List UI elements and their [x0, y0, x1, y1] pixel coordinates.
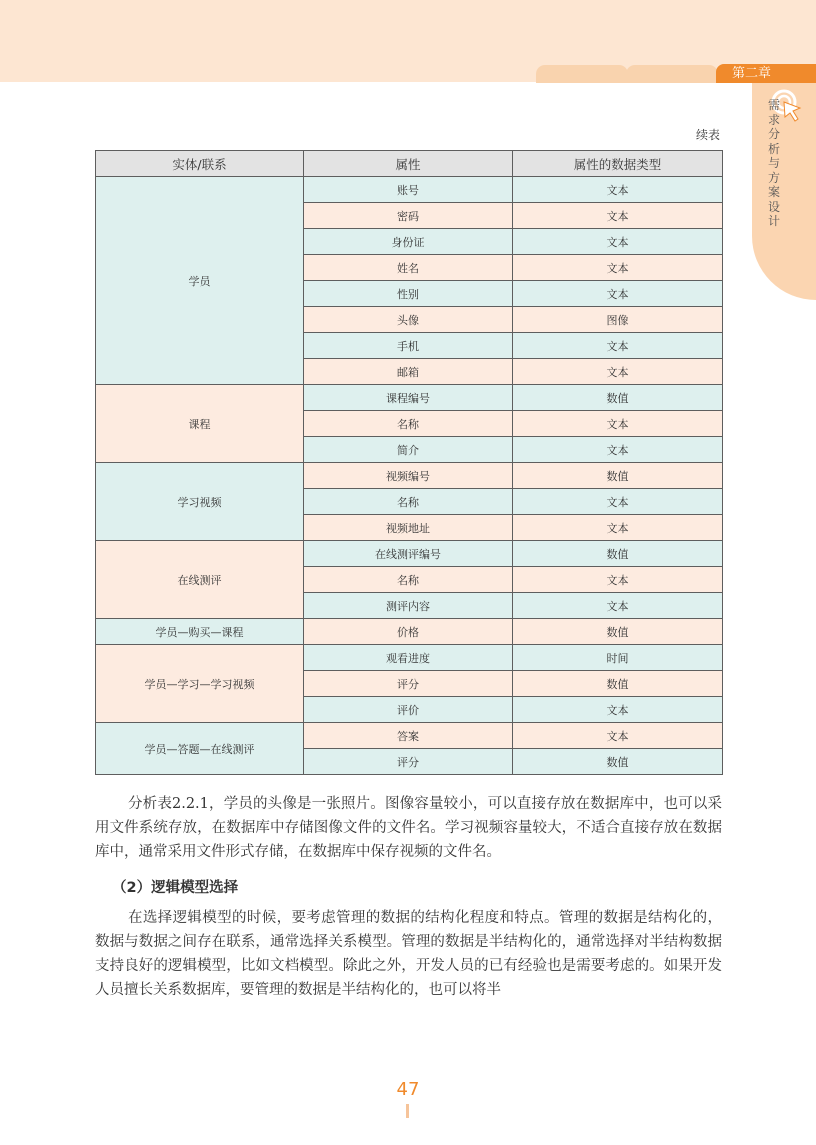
body-paragraph: 在选择逻辑模型的时候，要考虑管理的数据的结构化程度和特点。管理的数据是结构化的，数据与数据之间存在联系，通常选择关系模型。管理的数据是半结构化的，通常选择对半结构数据支持良好的逻辑模型，比如文档模型。除此之外，开发人员的已有经验也是需要考虑的。如果开发人员擅长关系数据库，要管理的数据是半结构化的，也可以将半: [95, 910, 722, 998]
datatype-cell: 文本: [513, 333, 723, 359]
attribute-cell: 测评内容: [304, 593, 513, 619]
column-header: 属性的数据类型: [513, 151, 723, 177]
table-row: [96, 619, 723, 645]
datatype-cell: 文本: [513, 229, 723, 255]
attribute-cell: 视频地址: [304, 515, 513, 541]
body-paragraph: 分析表2.2.1，学员的头像是一张照片。图像容量较小，可以直接存放在数据库中，也可以采用文件系统存放，在数据库中存储图像文件的文件名。学习视频容量较大，不适合直接存放在数据库中，通常采用文件形式存储，在数据库中保存视频的文件名。: [95, 796, 722, 860]
attribute-cell: 身份证: [304, 229, 513, 255]
datatype-cell: 文本: [513, 515, 723, 541]
datatype-cell: 数值: [513, 749, 723, 775]
attribute-cell: 答案: [304, 723, 513, 749]
attribute-cell: 密码: [304, 203, 513, 229]
chapter-label: 第二章: [716, 64, 816, 83]
entity-cell: 学员—答题—在线测评: [96, 723, 304, 775]
attribute-cell: 评价: [304, 697, 513, 723]
table-row: [96, 177, 723, 203]
entity-cell: 学习视频: [96, 463, 304, 541]
attribute-cell: 在线测评编号: [304, 541, 513, 567]
datatype-cell: 数值: [513, 671, 723, 697]
entity-cell: 在线测评: [96, 541, 304, 619]
datatype-cell: 数值: [513, 385, 723, 411]
table-row: [96, 645, 723, 671]
attribute-cell: 名称: [304, 411, 513, 437]
column-header: 属性: [304, 151, 513, 177]
table-row: [96, 385, 723, 411]
attribute-cell: 评分: [304, 749, 513, 775]
attribute-cell: 性别: [304, 281, 513, 307]
datatype-cell: 文本: [513, 203, 723, 229]
datatype-cell: 文本: [513, 567, 723, 593]
entity-cell: 课程: [96, 385, 304, 463]
header-tab-decor: [536, 65, 628, 83]
datatype-cell: 时间: [513, 645, 723, 671]
attribute-cell: 姓名: [304, 255, 513, 281]
page-number: 47: [396, 1079, 420, 1100]
datatype-cell: 文本: [513, 281, 723, 307]
attribute-cell: 邮箱: [304, 359, 513, 385]
datatype-cell: 文本: [513, 489, 723, 515]
datatype-cell: 数值: [513, 619, 723, 645]
datatype-cell: 文本: [513, 593, 723, 619]
table-continued-label: 续表: [695, 128, 720, 142]
section-title: 需求分析与方案设计: [767, 98, 780, 228]
attribute-cell: 简介: [304, 437, 513, 463]
attribute-cell: 手机: [304, 333, 513, 359]
datatype-cell: 文本: [513, 697, 723, 723]
attribute-table: [95, 150, 723, 775]
attribute-cell: 价格: [304, 619, 513, 645]
table-row: [96, 541, 723, 567]
attribute-cell: 名称: [304, 489, 513, 515]
column-header: 实体/联系: [96, 151, 304, 177]
datatype-cell: 文本: [513, 255, 723, 281]
attribute-cell: 名称: [304, 567, 513, 593]
header-tab-decor: [626, 65, 718, 83]
datatype-cell: 数值: [513, 463, 723, 489]
datatype-cell: 文本: [513, 411, 723, 437]
attribute-cell: 头像: [304, 307, 513, 333]
datatype-cell: 文本: [513, 723, 723, 749]
datatype-cell: 文本: [513, 359, 723, 385]
datatype-cell: 文本: [513, 177, 723, 203]
attribute-cell: 评分: [304, 671, 513, 697]
datatype-cell: 图像: [513, 307, 723, 333]
datatype-cell: 文本: [513, 437, 723, 463]
entity-cell: 学员—购买—课程: [96, 619, 304, 645]
table-body: [96, 177, 723, 775]
page-number-tick: [406, 1104, 409, 1118]
entity-cell: 学员—学习—学习视频: [96, 645, 304, 723]
datatype-cell: 数值: [513, 541, 723, 567]
table-row: [96, 463, 723, 489]
attribute-cell: 视频编号: [304, 463, 513, 489]
table-row: [96, 723, 723, 749]
entity-cell: 学员: [96, 177, 304, 385]
attribute-cell: 课程编号: [304, 385, 513, 411]
section-subheading: （2）逻辑模型选择: [112, 880, 239, 896]
attribute-cell: 账号: [304, 177, 513, 203]
table-header-row: [96, 151, 723, 177]
attribute-cell: 观看进度: [304, 645, 513, 671]
